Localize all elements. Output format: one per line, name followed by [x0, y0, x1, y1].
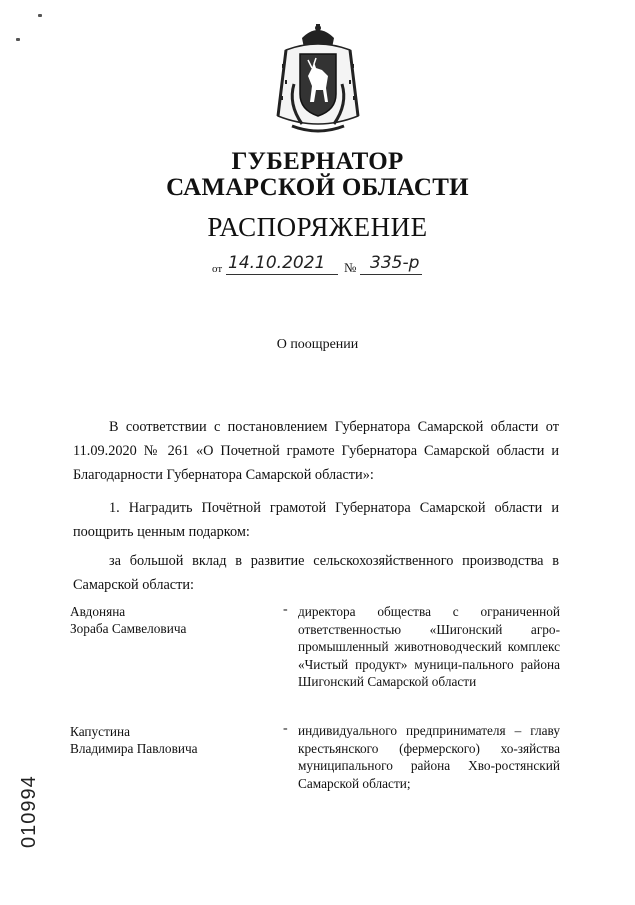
awardee-surname: Авдоняна [70, 604, 126, 619]
date-value: 14.10.2021 [228, 253, 326, 273]
number-label: № [344, 260, 357, 275]
awardee-given-name: Зораба Самвеловича [70, 621, 187, 636]
preamble-text: В соответствии с постановлением Губернатора Самарской области от 11.09.2020 № 261 «О Почетной грамоте Губернатора Самарской области и Благодарности Губернатора Самарской области»: [73, 419, 559, 483]
coat-of-arms-emblem [272, 24, 364, 136]
document-subject: О поощрении [276, 337, 359, 352]
awardee-name [70, 603, 250, 637]
preamble-paragraph [73, 415, 559, 487]
number-underline [360, 274, 422, 275]
awardee-position: индивидуального предпринимателя – главу крестьянского (фермерского) хо-зяйства муниципального района Хво-ростянский Самарской области; [298, 723, 560, 791]
document-type: РАСПОРЯЖЕНИЕ [207, 212, 428, 242]
issuer-title: ГУБЕРНАТОР [231, 148, 404, 175]
scan-mark [38, 14, 42, 17]
award-paragraph [73, 496, 559, 544]
awardee-name [70, 723, 250, 757]
awardee-given-name: Владимира Павловича [70, 741, 198, 756]
serial-number: 010994 [18, 775, 40, 848]
reason-paragraph [73, 549, 559, 597]
reason-text: за большой вклад в развитие сельскохозяйственного производства в Самарской области: [73, 553, 559, 593]
awardee-position: директора общества с ограниченной ответственностью «Шигонский агро-промышленный животноводческий комплекс «Чистый продукт» муници-пального района Шигонский Самарской области [298, 604, 560, 689]
date-label: от [212, 263, 223, 275]
number-value: 335-р [370, 253, 420, 273]
awardee-surname: Капустина [70, 724, 131, 739]
award-text: 1. Наградить Почётной грамотой Губернатора Самарской области и поощрить ценным подарком: [73, 500, 559, 540]
date-underline [226, 274, 338, 275]
issuer-region: САМАРСКОЙ ОБЛАСТИ [166, 174, 469, 201]
awardee-dash: - [283, 721, 288, 736]
reference-line [212, 253, 432, 277]
scan-mark [16, 38, 20, 41]
awardee-dash: - [283, 602, 288, 617]
